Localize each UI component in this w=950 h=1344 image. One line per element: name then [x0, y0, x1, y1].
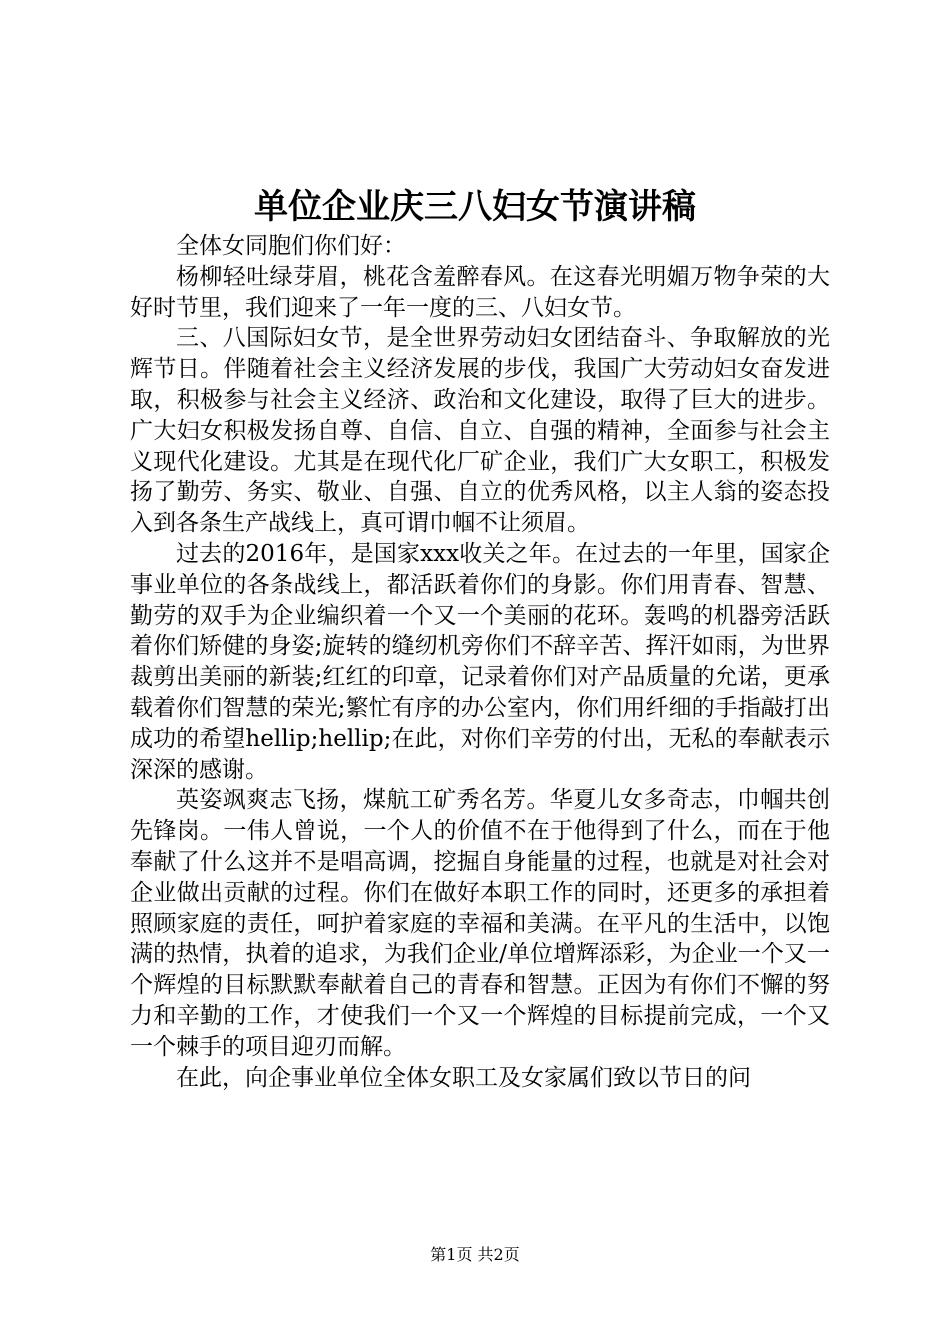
paragraph-womens-day: 三、八国际妇女节，是全世界劳动妇女团结奋斗、争取解放的光辉节日。伴随着社会主义经济发展的步伐，我国广大劳动妇女奋发进取，积极参与社会主义经济、政治和文化建设，取得了巨大的进步。广大妇女积极发扬自尊、自信、自立、自强的精神，全面参与社会主义现代化建设。尤其是在现代化厂矿企业，我们广大女职工，积极发扬了勤劳、务实、敬业、自强、自立的优秀风格，以主人翁的姿态投入到各条生产战线上，真可谓巾帼不让须眉。 — [130, 325, 830, 537]
document-title: 单位企业庆三八妇女节演讲稿 — [254, 187, 696, 227]
paragraph-salute: 在此，向企事业单位全体女职工及女家属们致以节日的问 — [176, 1064, 751, 1091]
paragraph-greeting: 全体女同胞们你们好： — [176, 233, 406, 259]
paragraph-heroines: 英姿飒爽志飞扬，煤航工矿秀名芳。华夏儿女多奇志，巾帼共创先锋岗。一伟人曾说，一个人的价值不在于他得到了什么，而在于他奉献了什么这并不是唱高调，挖掘自身能量的过程，也就是对社会对企业做出贡献的过程。你们在做好本职工作的同时，还更多的承担着照顾家庭的责任，呵护着家庭的幸福和美满。在平凡的生活中，以饱满的热情，执着的追求，为我们企业/单位增辉添彩，为企业一个又一个辉煌的目标默默奉献着自己的青春和智慧。正因为有你们不懈的努力和辛勤的工作，才使我们一个又一个辉煌的目标提前完成，一个又一个棘手的项目迎刃而解。 — [130, 787, 830, 1060]
document-body — [130, 231, 830, 1093]
page-footer: 第1页 共2页 — [430, 1245, 520, 1264]
paragraph-past-year: 过去的2016年，是国家xxx收关之年。在过去的一年里，国家企事业单位的各条战线上，都活跃着你们的身影。你们用青春、智慧、勤劳的双手为企业编织着一个又一个美丽的花环。轰鸣的机器旁活跃着你们矫健的身姿;旋转的缝纫机旁你们不辞辛苦、挥汗如雨，为世界裁剪出美丽的新装;红红的印章，记录着你们对产品质量的允诺，更承载着你们智慧的荣光;繁忙有序的办公室内，你们用纤细的手指敲打出成功的希望hellip;hellip;在此，对你们辛劳的付出，无私的奉献表示深深的感谢。 — [130, 540, 830, 783]
paragraph-spring: 杨柳轻吐绿芽眉，桃花含羞醉春风。在这春光明媚万物争荣的大好时节里，我们迎来了一年一度的三、八妇女节。 — [130, 263, 830, 321]
